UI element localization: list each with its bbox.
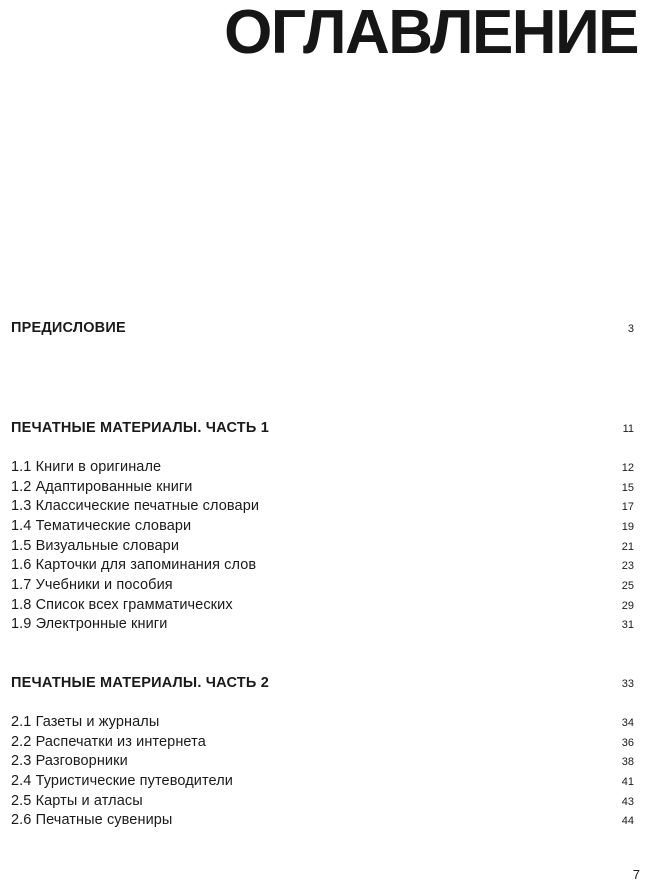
toc-item[interactable]: [11, 734, 634, 750]
toc-page-number: 19: [621, 521, 634, 533]
toc-page-number: 23: [621, 560, 634, 572]
toc-page-number: 29: [621, 600, 634, 612]
toc-section-preface[interactable]: [11, 320, 634, 336]
toc-item-label: 1.5 Визуальные словари: [11, 538, 180, 554]
toc-item-label: 1.8 Список всех грамматических: [11, 597, 233, 613]
page-title: ОГЛАВЛЕНИЕ: [224, 0, 638, 67]
toc-page-number: 15: [621, 482, 634, 494]
toc-item-label: 2.1 Газеты и журналы: [11, 714, 160, 730]
toc-item[interactable]: [11, 812, 634, 828]
toc-item-label: 1.6 Карточки для запоминания слов: [11, 557, 257, 573]
toc-section-part1[interactable]: [11, 420, 634, 436]
toc-item-label: 2.4 Туристические путеводители: [11, 773, 233, 789]
toc-section-label: ПЕЧАТНЫЕ МАТЕРИАЛЫ. ЧАСТЬ 2: [11, 675, 269, 691]
toc-item-label: 1.7 Учебники и пособия: [11, 577, 173, 593]
toc-item[interactable]: [11, 753, 634, 769]
toc-page-number: 21: [621, 541, 634, 553]
toc-page-number: 43: [621, 796, 634, 808]
toc-page-number: 25: [621, 580, 634, 592]
toc-item-label: 2.3 Разговорники: [11, 753, 128, 769]
toc-item-label: 1.9 Электронные книги: [11, 616, 168, 632]
toc-item[interactable]: [11, 616, 634, 632]
toc-item[interactable]: [11, 459, 634, 475]
toc-page-number: 33: [621, 678, 634, 690]
toc-page-number: 3: [627, 323, 634, 335]
toc-item-label: 1.2 Адаптированные книги: [11, 479, 193, 495]
toc-item[interactable]: [11, 793, 634, 809]
footer-page-number: 7: [632, 867, 640, 882]
toc-page-number: 17: [621, 501, 634, 513]
toc-item[interactable]: [11, 577, 634, 593]
toc-page-number: 38: [621, 756, 634, 768]
toc-page-number: 36: [621, 737, 634, 749]
toc-item-label: 1.3 Классические печатные словари: [11, 498, 260, 514]
toc-page-number: 34: [621, 717, 634, 729]
toc-item[interactable]: [11, 597, 634, 613]
toc-section-part2[interactable]: [11, 675, 634, 691]
toc-page-number: 12: [621, 462, 634, 474]
toc-item[interactable]: [11, 557, 634, 573]
toc-section-label: ПРЕДИСЛОВИЕ: [11, 320, 126, 336]
toc-item[interactable]: [11, 518, 634, 534]
toc-item[interactable]: [11, 773, 634, 789]
toc-item[interactable]: [11, 498, 634, 514]
toc-item-label: 2.5 Карты и атласы: [11, 793, 143, 809]
toc-page-number: 11: [622, 423, 634, 435]
toc-item[interactable]: [11, 538, 634, 554]
toc-item-label: 1.4 Тематические словари: [11, 518, 192, 534]
toc-item[interactable]: [11, 479, 634, 495]
toc-item-label: 2.2 Распечатки из интернета: [11, 734, 206, 750]
toc-page-number: 41: [621, 776, 634, 788]
toc-page-number: 44: [621, 815, 634, 827]
toc-item-label: 2.6 Печатные сувениры: [11, 812, 173, 828]
toc-page-number: 31: [621, 619, 634, 631]
toc-item-label: 1.1 Книги в оригинале: [11, 459, 162, 475]
toc-section-label: ПЕЧАТНЫЕ МАТЕРИАЛЫ. ЧАСТЬ 1: [11, 420, 269, 436]
toc-item[interactable]: [11, 714, 634, 730]
